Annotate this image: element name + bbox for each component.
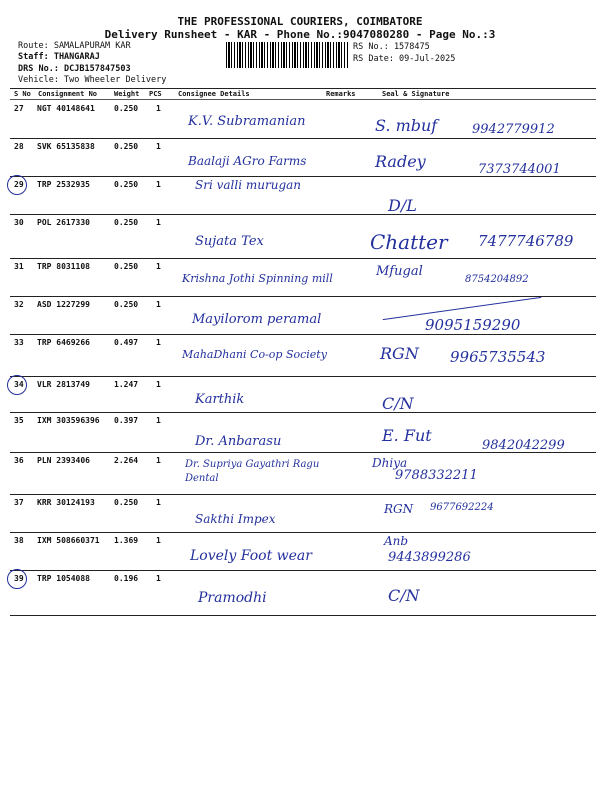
phone-handwriting: 9677692224 <box>430 502 494 513</box>
phone-handwriting: 9842042299 <box>482 438 565 453</box>
staff-label: Staff: THANGARAJ <box>18 52 100 62</box>
consignee-handwriting: Pramodhi <box>198 590 267 606</box>
signature-handwriting: D/L <box>388 196 417 215</box>
pcs-cell: 1 <box>156 104 161 113</box>
phone-handwriting: 7477746789 <box>478 232 574 250</box>
sno-cell: 28 <box>14 142 24 151</box>
runsheet-title: THE PROFESSIONAL COURIERS, COIMBATORE <box>177 15 423 28</box>
sno-cell: 31 <box>14 262 24 271</box>
table-row <box>10 214 596 259</box>
pcs-cell: 1 <box>156 218 161 227</box>
weight-cell: 0.497 <box>114 338 139 347</box>
phone-handwriting: 9942779912 <box>472 122 555 137</box>
consignee-handwriting: Dr. Supriya Gayathri Ragu Dental <box>185 459 320 484</box>
consignment-cell: KRR 30124193 <box>37 498 95 507</box>
pcs-cell: 1 <box>156 262 161 271</box>
signature-handwriting: Dhiya <box>372 456 408 470</box>
signature-handwriting: RGN <box>380 344 419 363</box>
consignee-handwriting: K.V. Subramanian <box>188 114 306 129</box>
pcs-cell: 1 <box>156 300 161 309</box>
consignee-handwriting: MahaDhani Co-op Society <box>182 348 327 361</box>
pcs-cell: 1 <box>156 416 161 425</box>
phone-handwriting: 9443899286 <box>388 550 471 565</box>
signature-handwriting: C/N <box>382 394 414 413</box>
consignment-cell: TRP 2532935 <box>37 180 90 189</box>
consignment-cell: TRP 6469266 <box>37 338 90 347</box>
barcode <box>226 42 348 68</box>
pcs-cell: 1 <box>156 498 161 507</box>
pcs-cell: 1 <box>156 338 161 347</box>
table-row <box>10 376 596 413</box>
signature-handwriting: C/N <box>388 586 420 605</box>
phone-handwriting: 7373744001 <box>478 162 561 177</box>
consignee-handwriting: Krishna Jothi Spinning mill <box>182 272 333 285</box>
column-header-remarks: Remarks <box>326 90 356 98</box>
consignee-handwriting: Baalaji AGro Farms <box>188 154 307 168</box>
consignee-handwriting: Karthik <box>195 392 245 407</box>
consignment-cell: PLN 2393406 <box>37 456 90 465</box>
table-row <box>10 258 596 297</box>
weight-cell: 0.250 <box>114 218 139 227</box>
table-row <box>10 100 596 139</box>
table-row <box>10 138 596 177</box>
sno-cell: 35 <box>14 416 24 425</box>
signature-handwriting: S. mbuf <box>375 116 438 135</box>
consignment-cell: SVK 65135838 <box>37 142 95 151</box>
column-header-consignment: Consignment No <box>38 90 98 98</box>
weight-cell: 0.250 <box>114 180 139 189</box>
sno-cell: 39 <box>14 574 24 583</box>
sno-cell: 36 <box>14 456 24 465</box>
column-header-seal-signature: Seal & Signature <box>382 90 450 98</box>
rs-date-label: RS Date: 09-Jul-2025 <box>353 54 456 64</box>
table-row <box>10 412 596 453</box>
column-header-consignee: Consignee Details <box>178 90 250 98</box>
pcs-cell: 1 <box>156 574 161 583</box>
consignee-handwriting: Lovely Foot wear <box>190 548 312 564</box>
drs-label: DRS No.: DCJB157847503 <box>18 64 131 74</box>
signature-handwriting: Radey <box>375 152 426 171</box>
weight-cell: 1.369 <box>114 536 139 545</box>
sno-cell: 29 <box>14 180 24 189</box>
pcs-cell: 1 <box>156 180 161 189</box>
weight-cell: 0.250 <box>114 142 139 151</box>
consignment-cell: IXM 508660371 <box>37 536 100 545</box>
consignment-cell: IXM 303596396 <box>37 416 100 425</box>
consignment-cell: TRP 1054088 <box>37 574 90 583</box>
signature-handwriting: Anb <box>384 534 409 548</box>
sno-cell: 38 <box>14 536 24 545</box>
column-header-weight: Weight <box>114 90 140 98</box>
pcs-cell: 1 <box>156 380 161 389</box>
consignment-cell: NGT 40148641 <box>37 104 95 113</box>
column-header-sno: S No <box>14 90 31 98</box>
consignee-handwriting: Sujata Tex <box>195 234 264 249</box>
sno-cell: 32 <box>14 300 24 309</box>
table-row <box>10 494 596 533</box>
table-row <box>10 296 596 335</box>
consignee-handwriting: Sakthi Impex <box>195 512 276 526</box>
weight-cell: 0.397 <box>114 416 139 425</box>
weight-cell: 0.250 <box>114 104 139 113</box>
weight-cell: 0.250 <box>114 262 139 271</box>
consignment-cell: TRP 8031108 <box>37 262 90 271</box>
phone-handwriting: 8754204892 <box>465 274 529 285</box>
weight-cell: 0.250 <box>114 300 139 309</box>
pcs-cell: 1 <box>156 456 161 465</box>
sno-cell: 37 <box>14 498 24 507</box>
vehicle-label: Vehicle: Two Wheeler Delivery <box>18 75 167 85</box>
pcs-cell: 1 <box>156 536 161 545</box>
consignment-cell: ASD 1227299 <box>37 300 90 309</box>
route-label: Route: SAMALAPURAM KAR <box>18 41 131 51</box>
consignment-cell: POL 2617330 <box>37 218 90 227</box>
phone-handwriting: 9095159290 <box>425 316 521 334</box>
signature-handwriting: Mfugal <box>376 264 423 279</box>
consignee-handwriting: Sri valli murugan <box>195 178 302 192</box>
pcs-cell: 1 <box>156 142 161 151</box>
table-row <box>10 532 596 571</box>
signature-handwriting: Chatter <box>370 230 448 254</box>
sno-cell: 33 <box>14 338 24 347</box>
column-header-pcs: PCS <box>149 90 162 98</box>
runsheet-subtitle: Delivery Runsheet - KAR - Phone No.:9047080280 - Page No.:3 <box>104 28 496 41</box>
signature-handwriting: E. Fut <box>382 426 432 445</box>
table-row <box>10 452 596 495</box>
consignment-cell: VLR 2813749 <box>37 380 90 389</box>
table-row <box>10 570 596 614</box>
weight-cell: 2.264 <box>114 456 139 465</box>
phone-handwriting: 9788332211 <box>395 468 478 483</box>
signature-handwriting: RGN <box>384 502 414 516</box>
sno-cell: 34 <box>14 380 24 389</box>
consignee-handwriting: Mayilorom peramal <box>192 312 322 327</box>
sno-cell: 30 <box>14 218 24 227</box>
weight-cell: 0.196 <box>114 574 139 583</box>
sno-cell: 27 <box>14 104 24 113</box>
consignee-handwriting: Dr. Anbarasu <box>195 434 282 449</box>
table-row <box>10 334 596 377</box>
weight-cell: 1.247 <box>114 380 139 389</box>
rs-number-label: RS No.: 1578475 <box>353 42 430 52</box>
weight-cell: 0.250 <box>114 498 139 507</box>
table-row <box>10 176 596 215</box>
phone-handwriting: 9965735543 <box>450 348 546 366</box>
